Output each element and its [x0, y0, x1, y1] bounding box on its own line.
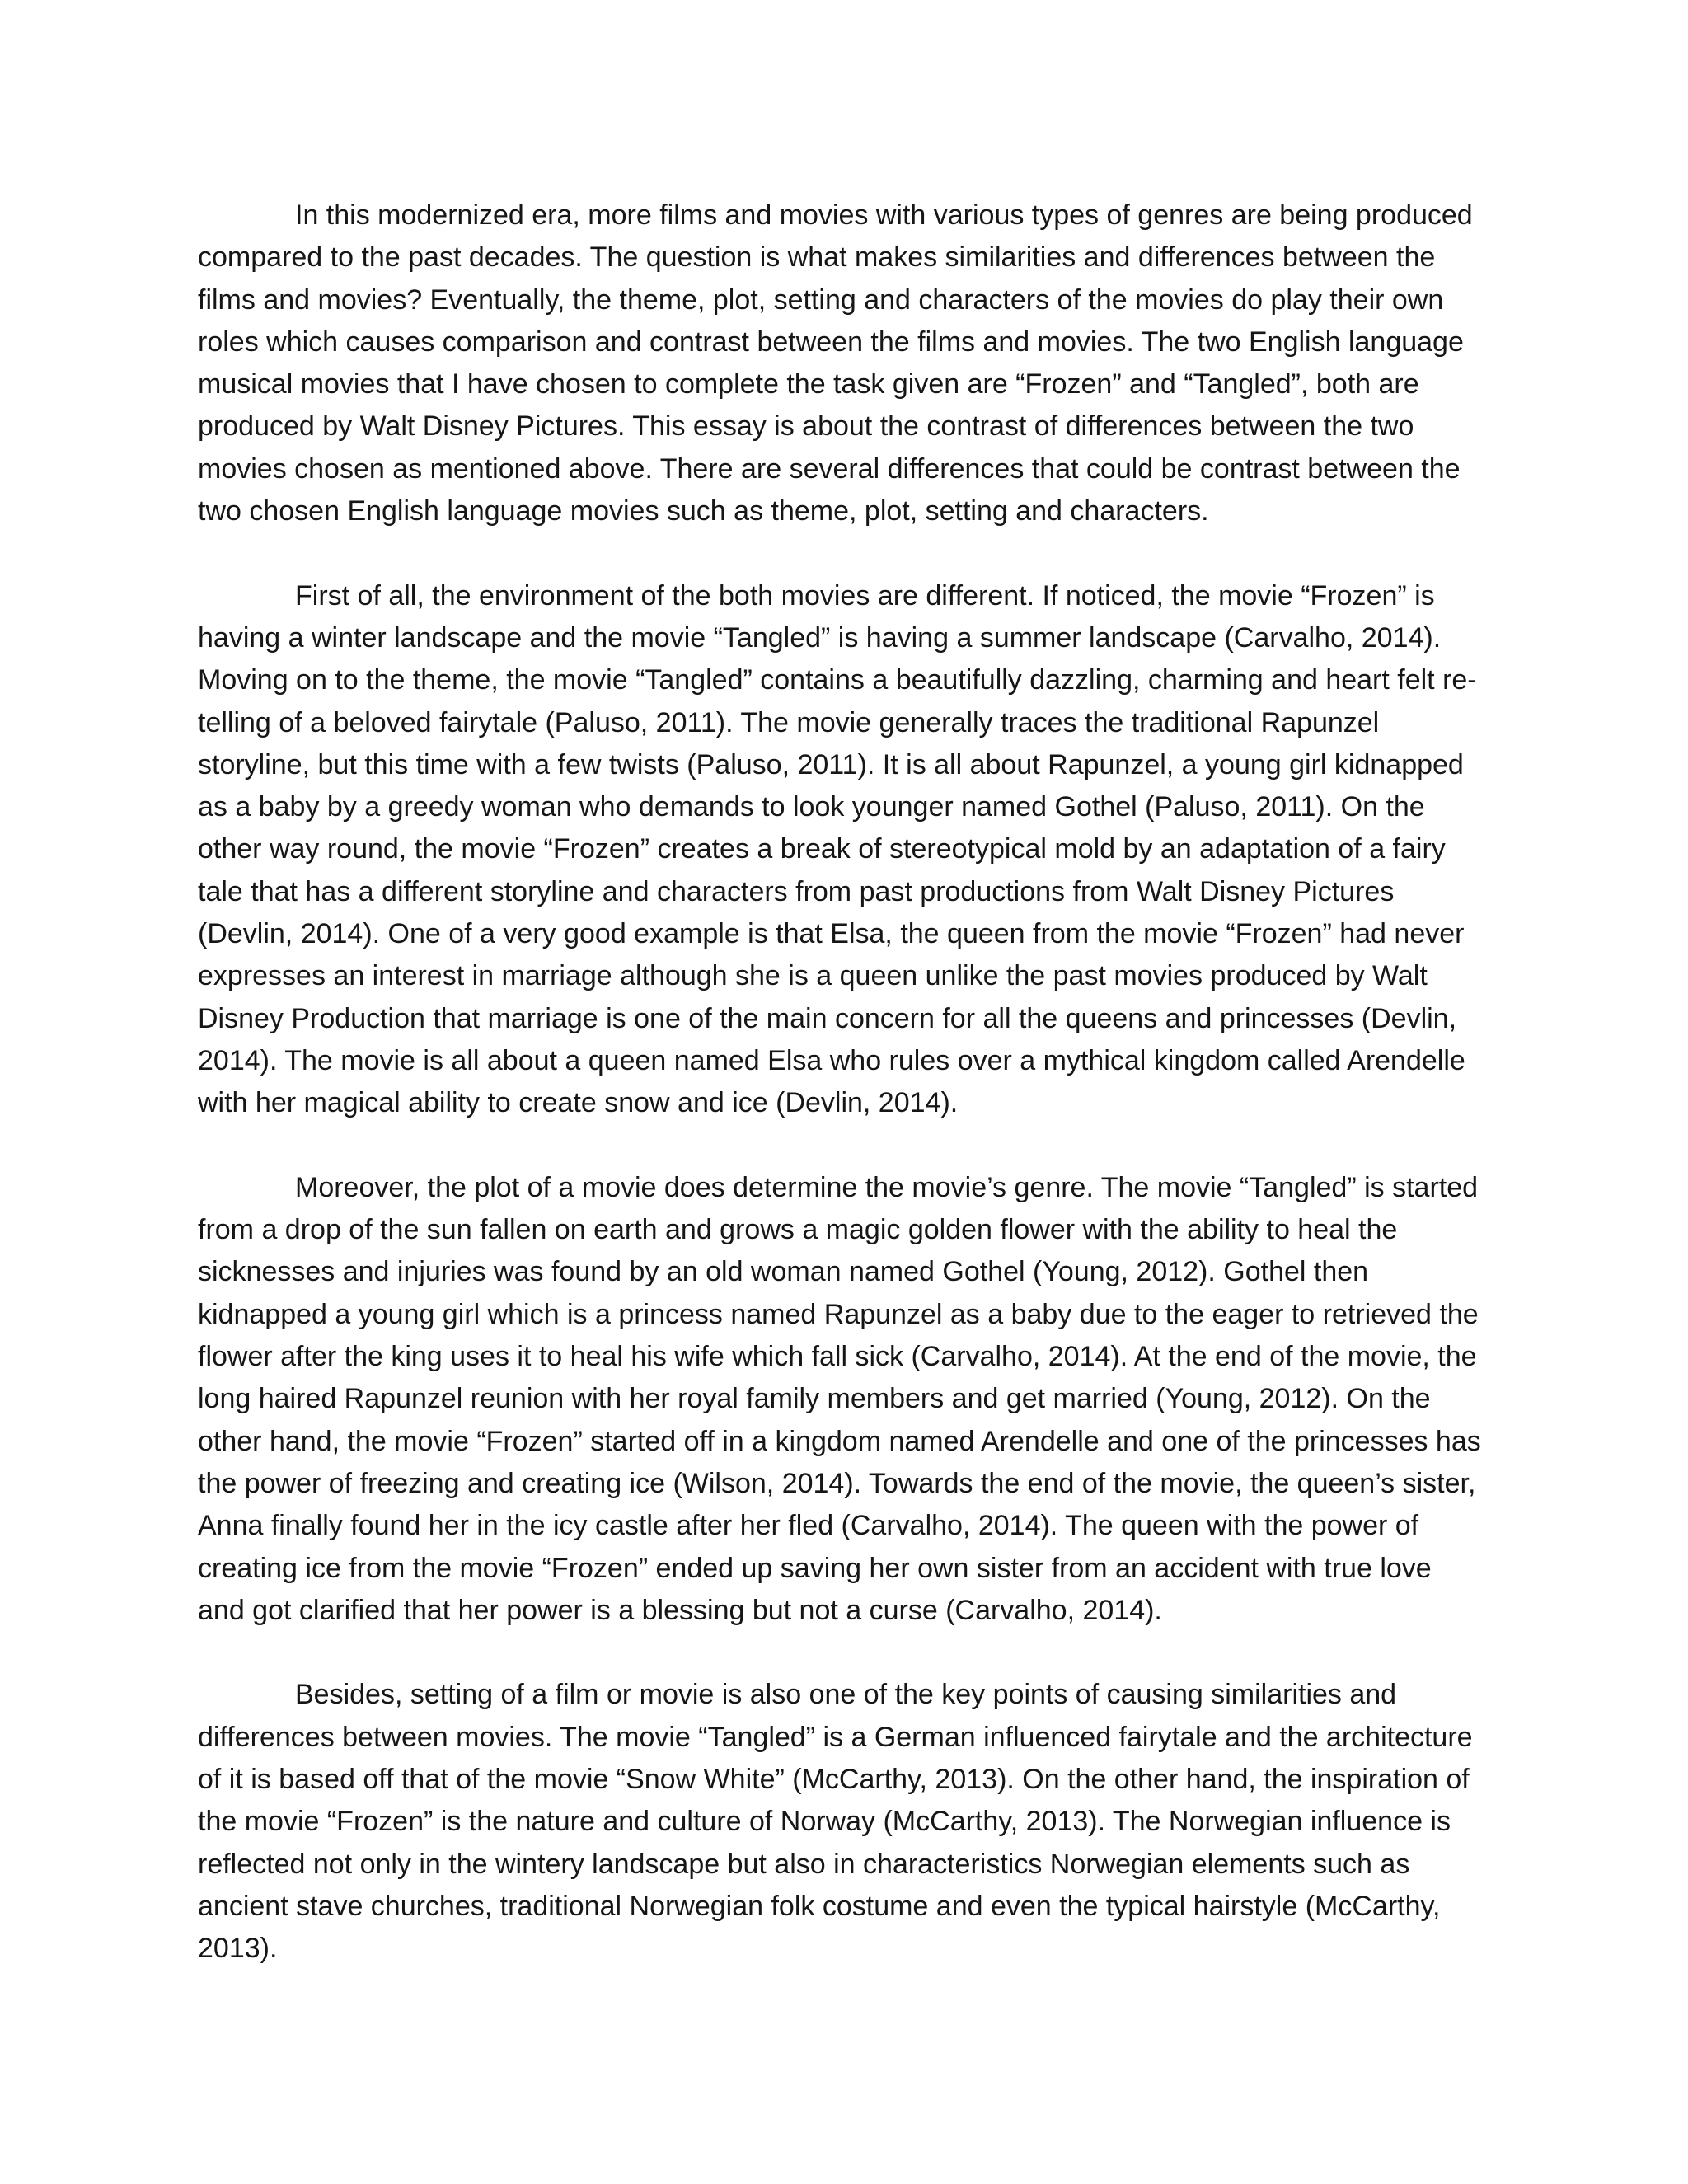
- paragraph-environment-theme: First of all, the environment of the both movies are different. If noticed, the movie “Frozen” is having a winter landscape and the movie “Tangled” is having a summer landscape (Carvalho, 2014). Moving on to the theme, the movie “Tangled” contains a beautifully dazzling, charming and heart felt re-telling of a beloved fairytale (Paluso, 2011). The movie generally traces the traditional Rapunzel storyline, but this time with a few twists (Paluso, 2011). It is all about Rapunzel, a young girl kidnapped as a baby by a greedy woman who demands to look younger named Gothel (Paluso, 2011). On the other way round, the movie “Frozen” creates a break of stereotypical mold by an adaptation of a fairy tale that has a different storyline and characters from past productions from Walt Disney Pictures (Devlin, 2014). One of a very good example is that Elsa, the queen from the movie “Frozen” had never expresses an interest in marriage although she is a queen unlike the past movies produced by Walt Disney Production that marriage is one of the main concern for all the queens and princesses (Devlin, 2014). The movie is all about a queen named Elsa who rules over a mythical kingdom called Arendelle with her magical ability to create snow and ice (Devlin, 2014).: [198, 579, 1477, 1119]
- paragraph-introduction: In this modernized era, more films and movies with various types of genres are being produced compared to the past decades. The question is what makes similarities and differences between the films and movies? Eventually, the theme, plot, setting and characters of the movies do play their own roles which causes comparison and contrast between the films and movies. The two English language musical movies that I have chosen to complete the task given are “Frozen” and “Tangled”, both are produced by Walt Disney Pictures. This essay is about the contrast of differences between the two movies chosen as mentioned above. There are several differences that could be contrast between the two chosen English language movies such as theme, plot, setting and characters.: [198, 199, 1473, 527]
- essay-body: [198, 194, 1484, 1970]
- paragraph-setting: Besides, setting of a film or movie is also one of the key points of causing similarities and differences between movies. The movie “Tangled” is a German influenced fairytale and the architecture of it is based off that of the movie “Snow White” (McCarthy, 2013). On the other hand, the inspiration of the movie “Frozen” is the nature and culture of Norway (McCarthy, 2013). The Norwegian influence is reflected not only in the wintery landscape but also in characteristics Norwegian elements such as ancient stave churches, traditional Norwegian folk costume and even the typical hairstyle (McCarthy, 2013).: [198, 1679, 1473, 1965]
- paragraph-plot: Moreover, the plot of a movie does determine the movie’s genre. The movie “Tangled” is started from a drop of the sun fallen on earth and grows a magic golden flower with the ability to heal the sicknesses and injuries was found by an old woman named Gothel (Young, 2012). Gothel then kidnapped a young girl which is a princess named Rapunzel as a baby due to the eager to retrieved the flower after the king uses it to heal his wife which fall sick (Carvalho, 2014). At the end of the movie, the long haired Rapunzel reunion with her royal family members and get married (Young, 2012). On the other hand, the movie “Frozen” started off in a kingdom named Arendelle and one of the princesses has the power of freezing and creating ice (Wilson, 2014). Towards the end of the movie, the queen’s sister, Anna finally found her in the icy castle after her fled (Carvalho, 2014). The queen with the power of creating ice from the movie “Frozen” ended up saving her own sister from an accident with true love and got clarified that her power is a blessing but not a curse (Carvalho, 2014).: [198, 1171, 1481, 1626]
